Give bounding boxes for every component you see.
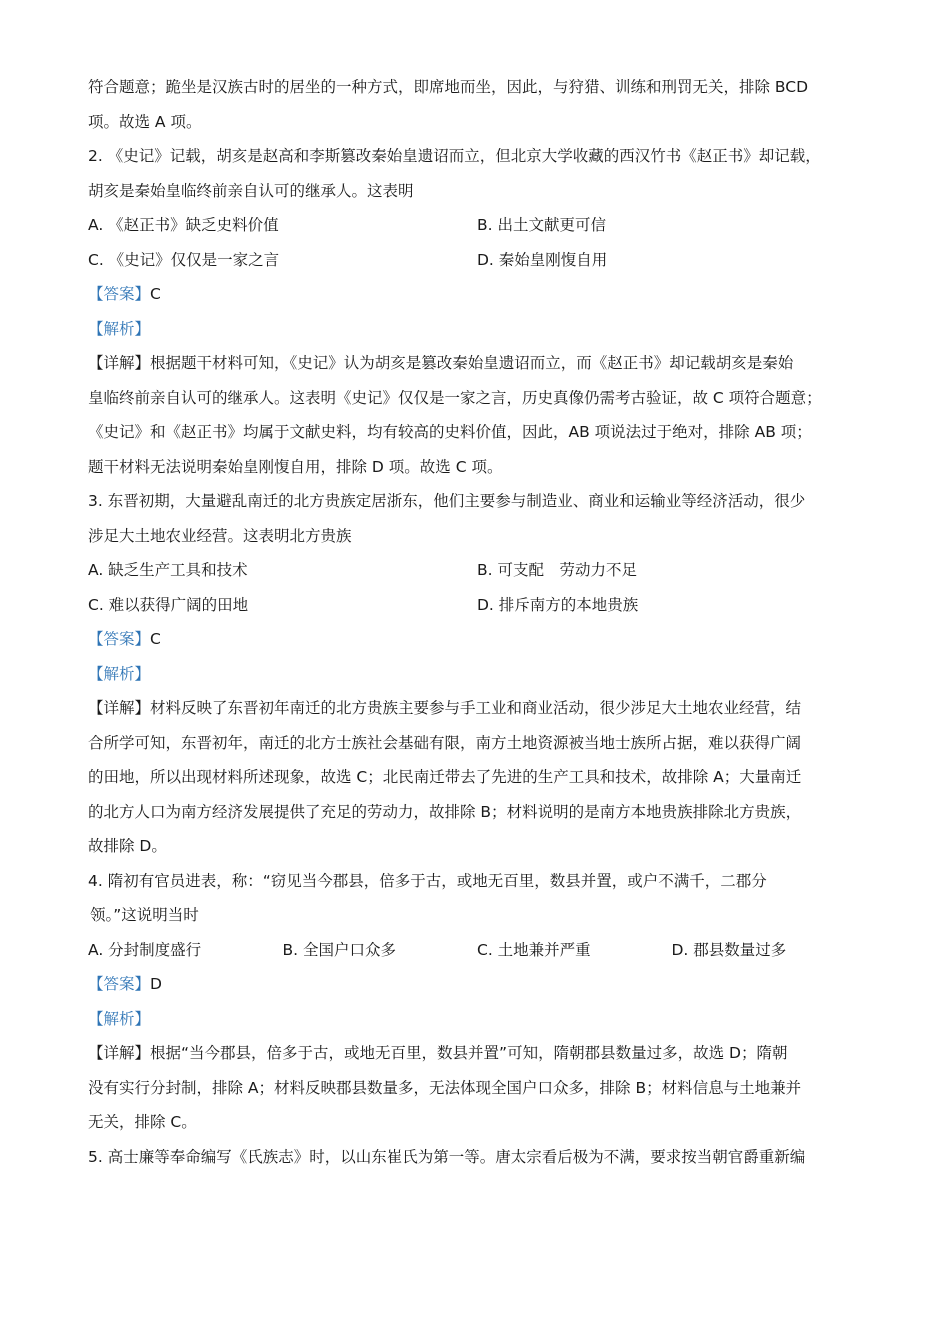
detail-text: 根据“当今郡县，倍多于古，或地无百里，数县并置”可知，隋朝郡县数量过多，故选 D；隋朝	[150, 1044, 788, 1062]
option-c: C. 《史记》仅仅是一家之言	[88, 250, 280, 269]
detail-line	[88, 346, 868, 381]
question-5	[88, 1140, 868, 1175]
detail-text: 《史记》和《赵正书》均属于文献史料，均有较高的史料价值，因此，AB 项说法过于绝对，排除 AB 项；	[88, 423, 812, 441]
analysis-tag: 【解析】	[88, 664, 151, 683]
text-line: 项。故选 A 项。	[88, 112, 202, 131]
options-row	[88, 588, 868, 623]
analysis-line	[88, 312, 868, 347]
answer-tag: 【答案】	[88, 630, 151, 648]
analysis-tag: 【解析】	[88, 1009, 151, 1028]
question-stem: 4. 隋初有官员进表，称：“窃见当今郡县，倍多于古，或地无百里，数县并置，或户不满千，二郡分	[88, 871, 767, 890]
answer-line	[88, 622, 868, 657]
analysis-line	[88, 657, 868, 692]
detail-tag: 【详解】	[88, 1044, 151, 1062]
answer-line	[88, 967, 868, 1002]
option-b: B. 全国户口众多	[282, 940, 396, 959]
question-stem: 领。”这说明当时	[90, 906, 199, 924]
options-row	[88, 243, 868, 278]
option-c: C. 土地兼并严重	[477, 940, 591, 959]
answer-value: C	[150, 630, 161, 648]
text-line: 符合题意；跪坐是汉族古时的居坐的一种方式，即席地而坐，因此，与狩猎、训练和刑罚无关，排除 BCD	[88, 78, 809, 96]
answer-value: D	[150, 975, 162, 993]
detail-text: 皇临终前亲自认可的继承人。这表明《史记》仅仅是一家之言，历史真像仍需考古验证，故 C 项符合题意；	[88, 388, 822, 407]
question-3	[88, 484, 868, 864]
option-a: A. 分封制度盛行	[88, 940, 202, 959]
option-d: D. 秦始皇刚愎自用	[477, 250, 608, 269]
option-a: A. 缺乏生产工具和技术	[88, 561, 248, 579]
answer-value: C	[150, 285, 161, 303]
question-stem: 胡亥是秦始皇临终前亲自认可的继承人。这表明	[88, 181, 414, 200]
option-c: C. 难以获得广阔的田地	[88, 595, 249, 614]
detail-text: 的北方人口为南方经济发展提供了充足的劳动力，故排除 B；材料说明的是南方本地贵族排除北方贵族，	[88, 802, 802, 821]
detail-text: 无关，排除 C。	[88, 1113, 197, 1131]
options-row	[88, 208, 868, 243]
question-stem: 5. 高士廉等奉命编写《氏族志》时，以山东崔氏为第一等。唐太宗看后极为不满，要求按当朝官爵重新编	[88, 1147, 806, 1166]
answer-tag: 【答案】	[88, 285, 151, 303]
detail-text: 没有实行分封制，排除 A；材料反映郡县数量多，无法体现全国户口众多，排除 B；材料信息与土地兼并	[88, 1078, 802, 1097]
detail-text: 题干材料无法说明秦始皇刚愎自用，排除 D 项。故选 C 项。	[88, 457, 503, 476]
option-a: A. 《赵正书》缺乏史料价值	[88, 216, 279, 234]
detail-tag: 【详解】	[88, 354, 151, 372]
document-page	[88, 70, 868, 1174]
intro-block	[88, 70, 868, 139]
detail-text: 根据题干材料可知，《史记》认为胡亥是篡改秦始皇遗诏而立，而《赵正书》却记载胡亥是秦始	[150, 354, 794, 372]
detail-text: 材料反映了东晋初年南迁的北方贵族主要参与手工业和商业活动，很少涉足大土地农业经营，结	[150, 699, 802, 717]
detail-line	[88, 1036, 868, 1071]
question-stem: 2. 《史记》记载，胡亥是赵高和李斯篡改秦始皇遗诏而立，但北京大学收藏的西汉竹书《赵正书》却记载，	[88, 147, 821, 165]
option-d: D. 郡县数量过多	[671, 940, 787, 959]
options-row	[88, 933, 868, 968]
analysis-tag: 【解析】	[88, 319, 151, 338]
answer-line	[88, 277, 868, 312]
detail-text: 的田地，所以出现材料所述现象，故选 C；北民南迁带去了先进的生产工具和技术，故排除 A；大量南迁	[88, 768, 802, 786]
question-4	[88, 864, 868, 1140]
option-b: B. 可支配 劳动力不足	[477, 561, 637, 579]
detail-line	[88, 691, 868, 726]
detail-text: 合所学可知，东晋初年，南迁的北方士族社会基础有限，南方土地资源被当地士族所占据，难以获得广阔	[88, 733, 802, 752]
question-stem: 3. 东晋初期，大量避乱南迁的北方贵族定居浙东，他们主要参与制造业、商业和运输业等经济活动，很少	[88, 492, 806, 510]
detail-text: 故排除 D。	[88, 837, 167, 855]
option-d: D. 排斥南方的本地贵族	[477, 595, 639, 614]
detail-tag: 【详解】	[88, 699, 151, 717]
option-b: B. 出土文献更可信	[477, 216, 606, 234]
question-stem: 涉足大土地农业经营。这表明北方贵族	[88, 526, 352, 545]
question-2	[88, 139, 868, 484]
answer-tag: 【答案】	[88, 975, 151, 993]
options-row	[88, 553, 868, 588]
analysis-line	[88, 1002, 868, 1037]
